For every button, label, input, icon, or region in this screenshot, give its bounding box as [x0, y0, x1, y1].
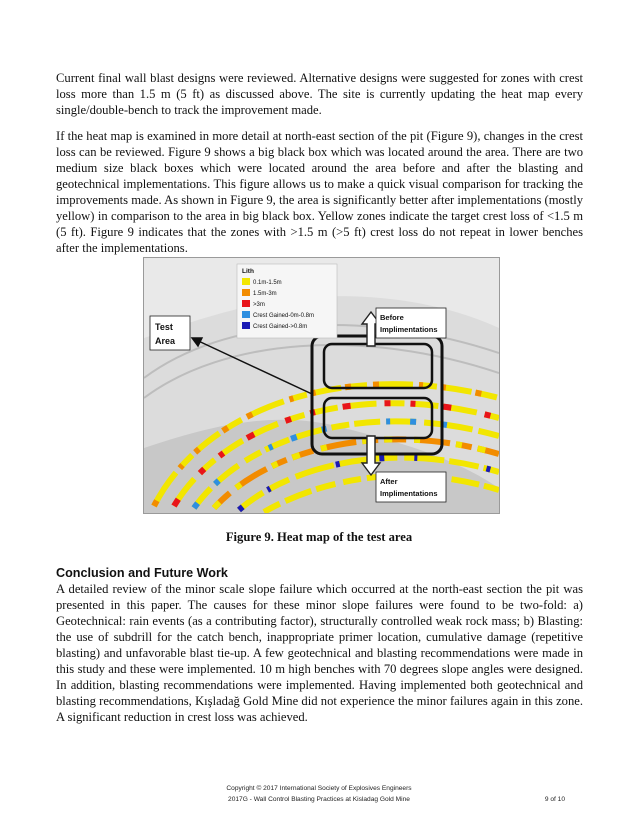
legend-item [242, 300, 265, 308]
svg-text:After: After [380, 477, 398, 486]
figure-heat-map [143, 257, 500, 514]
section-heading: Conclusion and Future Work [56, 566, 228, 580]
legend-label: Crest Gained-0m-0.8m [253, 313, 315, 319]
heat-map-image [144, 258, 499, 513]
legend-label: 1.5m-3m [253, 291, 277, 297]
after-label [376, 472, 446, 502]
paragraph-heat-map-analysis: If the heat map is examined in more detail at north-east section of the pit (Figure 9), changes in the crest loss can be reviewed. Figure 9 shows a big black box which was located around the area. There are two medium size black boxes which were located around the area before and after the blasting and geotechnical implementations. This figure allows us to make a quick visual comparison for tracking the improvements made. As shown in Figure 9, the area is significantly better after implementations (mostly yellow) in comparison to the area in big black box. Yellow zones indicate the target crest loss of <1.5 m (5 ft). Figure 9 indicates that the zones with >1.5 m (>5 ft) crest loss do not repeat in lower benches after the implementations. [56, 129, 583, 255]
legend-item [242, 289, 277, 297]
test-area-label [150, 316, 190, 350]
legend-swatch [242, 300, 250, 307]
legend-label: Crest Gained->0.8m [253, 324, 308, 330]
legend-swatch [242, 289, 250, 296]
paragraph-conclusion: A detailed review of the minor scale slope failure which occurred at the north-east section the pit was presented in this paper. The causes for these minor slope failures were found to be two-fold: a) Geotechnical: rain events (as a contributing factor), structurally controlled weak rock mass; b) Blasting: the use of subdrill for the catch bench, inappropriate primer location, cumulative damage (repetitive blasting) and unfavorable blast tie-up. A few geotechnical and blasting recommendations were made in this study and these were implemented. 10 m high benches with 70 degrees slope angles were designed. In addition, blasting recommendations were implemented. Having implemented both geotechnical and blasting recommendations, Kışladağ Gold Mine did not experience the minor failures again in this zone. A significant reduction in crest loss was achieved. [56, 582, 583, 724]
legend-swatch [242, 278, 250, 285]
legend-item [242, 278, 282, 286]
svg-text:Area: Area [155, 336, 176, 346]
svg-text:Implimentations: Implimentations [380, 489, 438, 498]
legend-item [242, 311, 314, 319]
svg-text:Before: Before [380, 313, 404, 322]
legend-swatch [242, 322, 250, 329]
legend-label: >3m [253, 302, 265, 308]
page-number: 9 of 10 [544, 796, 565, 803]
legend-label: 0.1m-1.5m [253, 280, 282, 286]
legend-title: Lith [242, 268, 254, 275]
footer-title: 2017G - Wall Control Blasting Practices at Kisladag Gold Mine [228, 796, 410, 803]
footer-copyright: Copyright © 2017 International Society of Explosives Engineers [226, 785, 412, 792]
before-label [376, 308, 446, 338]
figure-caption: Figure 9. Heat map of the test area [225, 530, 413, 544]
legend [237, 264, 337, 338]
legend-swatch [242, 311, 250, 318]
svg-text:Implimentations: Implimentations [380, 325, 438, 334]
paragraph-blast-designs: Current final wall blast designs were reviewed. Alternative designs were suggested for zones with crest loss more than 1.5 m (5 ft) as discussed above. The site is currently updating the heat map every single/double-bench to track the improvement made. [56, 71, 583, 117]
svg-text:Test: Test [155, 322, 173, 332]
